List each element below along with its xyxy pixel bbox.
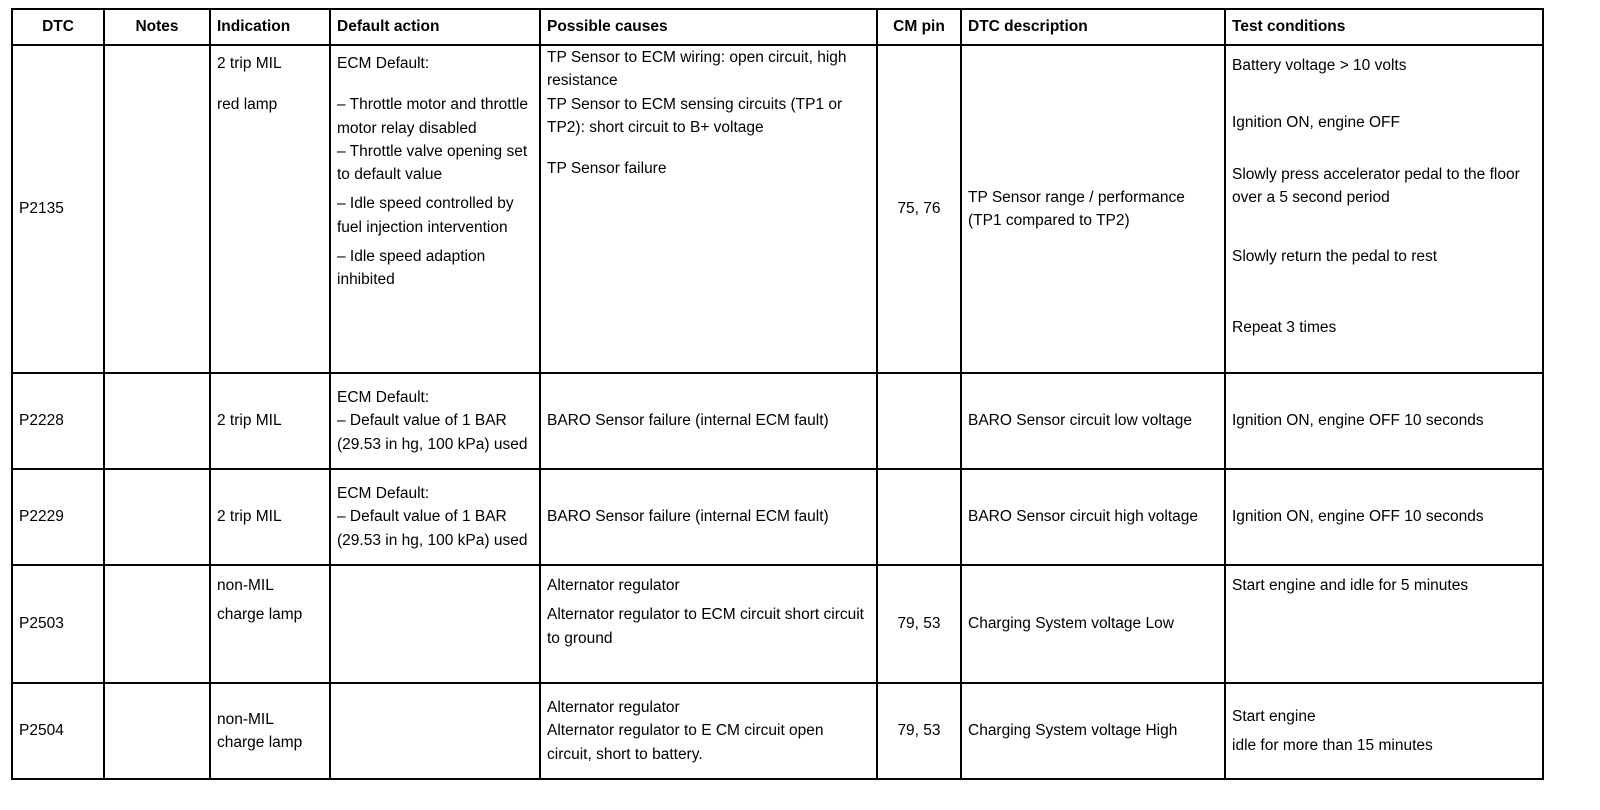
dtc-code: P2229 — [12, 469, 104, 565]
indication-line: 2 trip MIL — [217, 508, 282, 526]
header-cm-pin: CM pin — [877, 9, 961, 45]
indication-line: charge lamp — [217, 734, 303, 751]
notes-cell — [104, 469, 210, 565]
dtc-description-cell: BARO Sensor circuit high voltage — [961, 469, 1225, 565]
default-action-line: – Idle speed controlled by fuel injection intervention — [337, 195, 514, 236]
dtc-code: P2228 — [12, 373, 104, 469]
default-action-cell — [330, 683, 540, 779]
indication-cell — [210, 45, 330, 373]
table-row — [12, 469, 1543, 565]
default-action-cell — [330, 45, 540, 373]
default-action-line: ECM Default: — [337, 389, 430, 407]
test-condition-line: Start engine and idle for 5 minutes — [1232, 577, 1469, 594]
dtc-description-cell: Charging System voltage High — [961, 683, 1225, 779]
notes-cell — [104, 373, 210, 469]
table-row — [12, 373, 1543, 469]
notes-cell — [104, 565, 210, 683]
cause-line: Alternator regulator to ECM circuit short circuit to ground — [547, 606, 864, 647]
table-row — [12, 45, 1543, 373]
dtc-code: P2503 — [12, 565, 104, 683]
notes-cell — [104, 45, 210, 373]
test-conditions-cell — [1225, 45, 1543, 373]
cause-line: Alternator regulator — [547, 699, 680, 717]
possible-causes-cell — [540, 565, 877, 683]
table-row — [12, 683, 1543, 779]
cause-line: BARO Sensor failure (internal ECM fault) — [547, 412, 829, 430]
cm-pin-cell — [877, 469, 961, 565]
indication-line: non-MIL — [217, 577, 274, 594]
header-default-action: Default action — [330, 9, 540, 45]
test-condition-line: Repeat 3 times — [1232, 319, 1337, 337]
indication-line: 2 trip MIL — [217, 55, 282, 72]
possible-causes-cell — [540, 373, 877, 469]
indication-line: charge lamp — [217, 606, 303, 624]
dtc-description-cell: TP Sensor range / performance (TP1 compared to TP2) — [961, 45, 1225, 373]
test-condition-line: Battery voltage > 10 volts — [1232, 57, 1407, 74]
indication-cell — [210, 683, 330, 779]
dtc-description-cell: BARO Sensor circuit low voltage — [961, 373, 1225, 469]
test-condition-line: Ignition ON, engine OFF 10 seconds — [1232, 508, 1484, 526]
indication-line: red lamp — [217, 96, 278, 114]
default-action-line: – Throttle motor and throttle motor relay disabled — [337, 96, 528, 137]
default-action-cell — [330, 565, 540, 683]
default-action-cell — [330, 373, 540, 469]
test-condition-line: Slowly return the pedal to rest — [1232, 248, 1438, 265]
indication-line: 2 trip MIL — [217, 412, 282, 430]
header-dtc: DTC — [12, 9, 104, 45]
cause-line: BARO Sensor failure (internal ECM fault) — [547, 508, 829, 526]
header-indication: Indication — [210, 9, 330, 45]
cause-line: Alternator regulator to E CM circuit open circuit, short to battery. — [547, 722, 824, 763]
header-notes: Notes — [104, 9, 210, 45]
indication-cell — [210, 469, 330, 565]
test-condition-line: Ignition ON, engine OFF — [1232, 114, 1400, 132]
cm-pin-cell — [877, 373, 961, 469]
cause-line: TP Sensor to ECM sensing circuits (TP1 or TP2): short circuit to B+ voltage — [547, 95, 843, 136]
test-conditions-cell — [1225, 469, 1543, 565]
cm-pin-cell: 79, 53 — [877, 565, 961, 683]
test-condition-line: Start engine — [1232, 707, 1316, 725]
cm-pin-cell: 79, 53 — [877, 683, 961, 779]
test-conditions-cell — [1225, 373, 1543, 469]
possible-causes-cell — [540, 683, 877, 779]
dtc-code: P2135 — [12, 45, 104, 373]
default-action-cell — [330, 469, 540, 565]
dtc-code: P2504 — [12, 683, 104, 779]
cm-pin-cell: 75, 76 — [877, 45, 961, 373]
dtc-description-cell: Charging System voltage Low — [961, 565, 1225, 683]
notes-cell — [104, 683, 210, 779]
test-conditions-cell — [1225, 683, 1543, 779]
header-possible-causes: Possible causes — [540, 9, 877, 45]
default-action-line: ECM Default: — [337, 485, 430, 503]
cause-line: TP Sensor failure — [547, 160, 667, 177]
header-test-conditions: Test conditions — [1225, 9, 1543, 45]
indication-line: non-MIL — [217, 710, 274, 728]
table-row — [12, 565, 1543, 683]
possible-causes-cell — [540, 45, 877, 373]
cause-line: TP Sensor to ECM wiring: open circuit, high resistance — [547, 49, 847, 90]
default-action-line: – Idle speed adaption inhibited — [337, 247, 486, 288]
cause-line: Alternator regulator — [547, 577, 680, 594]
test-conditions-cell — [1225, 565, 1543, 683]
indication-cell — [210, 373, 330, 469]
test-condition-line: Ignition ON, engine OFF 10 seconds — [1232, 412, 1484, 430]
dtc-table — [11, 8, 1544, 780]
header-dtc-description: DTC description — [961, 9, 1225, 45]
header-row — [12, 9, 1543, 45]
test-condition-line: Slowly press accelerator pedal to the floor over a 5 second period — [1232, 165, 1520, 206]
possible-causes-cell — [540, 469, 877, 565]
default-action-line: ECM Default: — [337, 55, 430, 72]
indication-cell — [210, 565, 330, 683]
default-action-line: – Default value of 1 BAR (29.53 in hg, 100 kPa) used — [337, 508, 528, 549]
default-action-line: – Default value of 1 BAR (29.53 in hg, 100 kPa) used — [337, 412, 528, 453]
default-action-line: – Throttle valve opening set to default value — [337, 142, 528, 183]
test-condition-line: idle for more than 15 minutes — [1232, 737, 1433, 754]
